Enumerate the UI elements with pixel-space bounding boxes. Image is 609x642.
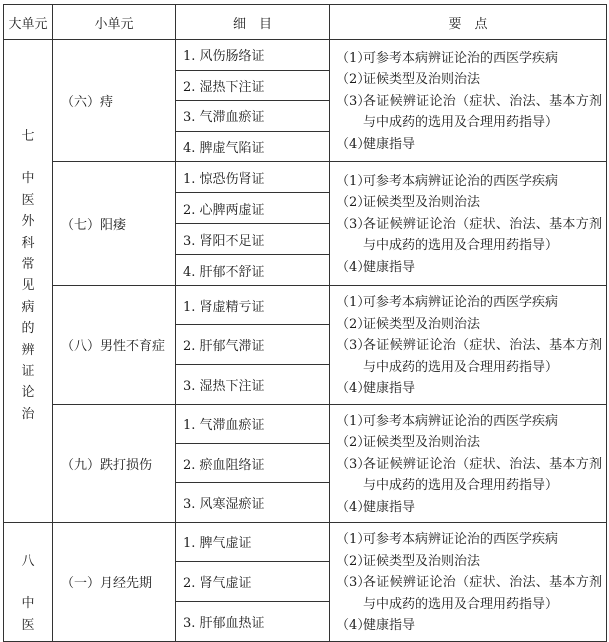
detail-item: 1. 惊恐伤肾证	[176, 162, 330, 193]
header-sub-unit: 小单元	[53, 5, 176, 40]
detail-item: 3. 肾阳不足证	[176, 224, 330, 255]
point-item: （1） 可参考本病辨证论治的西医学疾病	[336, 295, 559, 310]
detail-item: 3. 气滞血瘀证	[176, 101, 330, 132]
big-unit-char: 见	[21, 278, 35, 294]
point-item: （1） 可参考本病辨证论治的西医学疾病	[336, 413, 559, 429]
header-key-points: 要 点	[330, 5, 607, 40]
point-item: （4） 健康指导	[336, 618, 416, 633]
detail-item: 2. 肾气虚证	[176, 561, 330, 601]
detail-item: 3. 肝郁血热证	[176, 601, 330, 641]
point-item: （3） 各证候辨证论治（症状、治法、基本方剂与中成药的选用及合理用药指导）	[336, 338, 602, 375]
point-item: （2） 证候类型及治则治法	[336, 316, 481, 332]
point-item: （4） 健康指导	[336, 499, 416, 515]
key-points	[330, 523, 607, 642]
point-item: （2） 证候类型及治则治法	[336, 435, 481, 450]
detail-item: 1. 肾虚精亏证	[176, 286, 330, 325]
big-unit-char: 治	[21, 406, 35, 422]
big-unit-char: 证	[21, 364, 35, 380]
point-item: （3） 各证候辨证论治（症状、治法、基本方剂与中成药的选用及合理用药指导）	[336, 456, 602, 493]
point-item: （4） 健康指导	[336, 136, 416, 152]
point-item: （3） 各证候辨证论治（症状、治法、基本方剂与中成药的选用及合理用药指导）	[336, 93, 602, 131]
big-unit-char: 医	[21, 617, 35, 633]
key-points	[330, 286, 607, 405]
big-unit-8	[4, 523, 53, 642]
detail-item: 4. 肝郁不舒证	[176, 255, 330, 286]
point-item: （3） 各证候辨证论治（症状、治法、基本方剂与中成药的选用及合理用药指导）	[336, 216, 602, 254]
big-unit-number: 八	[21, 554, 35, 569]
table-row	[4, 40, 607, 71]
big-unit-char: 常	[21, 257, 35, 273]
big-unit-char: 辨	[21, 342, 35, 358]
point-item: （1） 可参考本病辨证论治的西医学疾病	[336, 173, 559, 189]
big-unit-char: 的	[21, 321, 35, 337]
header-big-unit: 大单元	[4, 5, 53, 40]
table-row	[4, 404, 607, 444]
detail-item: 2. 心脾两虚证	[176, 193, 330, 224]
key-points	[330, 162, 607, 286]
detail-item: 2. 瘀血阻络证	[176, 444, 330, 483]
sub-unit-label: （六）痔	[53, 40, 176, 162]
point-item: （1） 可参考本病辨证论治的西医学疾病	[336, 50, 559, 66]
header-row	[4, 5, 607, 40]
detail-item: 1. 风伤肠络证	[176, 40, 330, 71]
big-unit-char: 医	[21, 192, 35, 208]
big-unit-char: 中	[21, 171, 35, 187]
detail-item: 1. 气滞血瘀证	[176, 404, 330, 444]
point-item: （1） 可参考本病辨证论治的西医学疾病	[336, 532, 559, 547]
detail-item: 3. 湿热下注证	[176, 365, 330, 404]
detail-item: 4. 脾虚气陷证	[176, 131, 330, 162]
big-unit-7	[4, 40, 53, 523]
header-details: 细 目	[176, 5, 330, 40]
table-row	[4, 162, 607, 193]
key-points	[330, 40, 607, 162]
big-unit-char: 病	[21, 299, 35, 315]
big-unit-number: 七	[21, 129, 35, 144]
big-unit-char: 科	[21, 235, 35, 251]
sub-unit-label: （一）月经先期	[53, 523, 176, 642]
detail-item: 2. 湿热下注证	[176, 70, 330, 101]
big-unit-char: 中	[21, 596, 35, 612]
sub-unit-label: （八）男性不育症	[53, 286, 176, 405]
detail-item: 2. 肝郁气滞证	[176, 325, 330, 365]
point-item: （2） 证候类型及治则治法	[336, 195, 481, 211]
table-row	[4, 286, 607, 325]
big-unit-char: 论	[21, 385, 35, 401]
point-item: （2） 证候类型及治则治法	[336, 553, 481, 569]
point-item: （4） 健康指导	[336, 259, 416, 275]
key-points	[330, 404, 607, 523]
sub-unit-label: （九）跌打损伤	[53, 404, 176, 523]
syllabus-table	[3, 4, 607, 642]
detail-item: 1. 脾气虚证	[176, 523, 330, 562]
big-unit-char: 外	[21, 214, 35, 230]
sub-unit-label: （七）阳痿	[53, 162, 176, 286]
table-row	[4, 523, 607, 562]
point-item: （2） 证候类型及治则治法	[336, 72, 481, 88]
point-item: （4） 健康指导	[336, 381, 416, 396]
detail-item: 3. 风寒湿瘀证	[176, 483, 330, 523]
point-item: （3） 各证候辨证论治（症状、治法、基本方剂与中成药的选用及合理用药指导）	[336, 575, 602, 612]
